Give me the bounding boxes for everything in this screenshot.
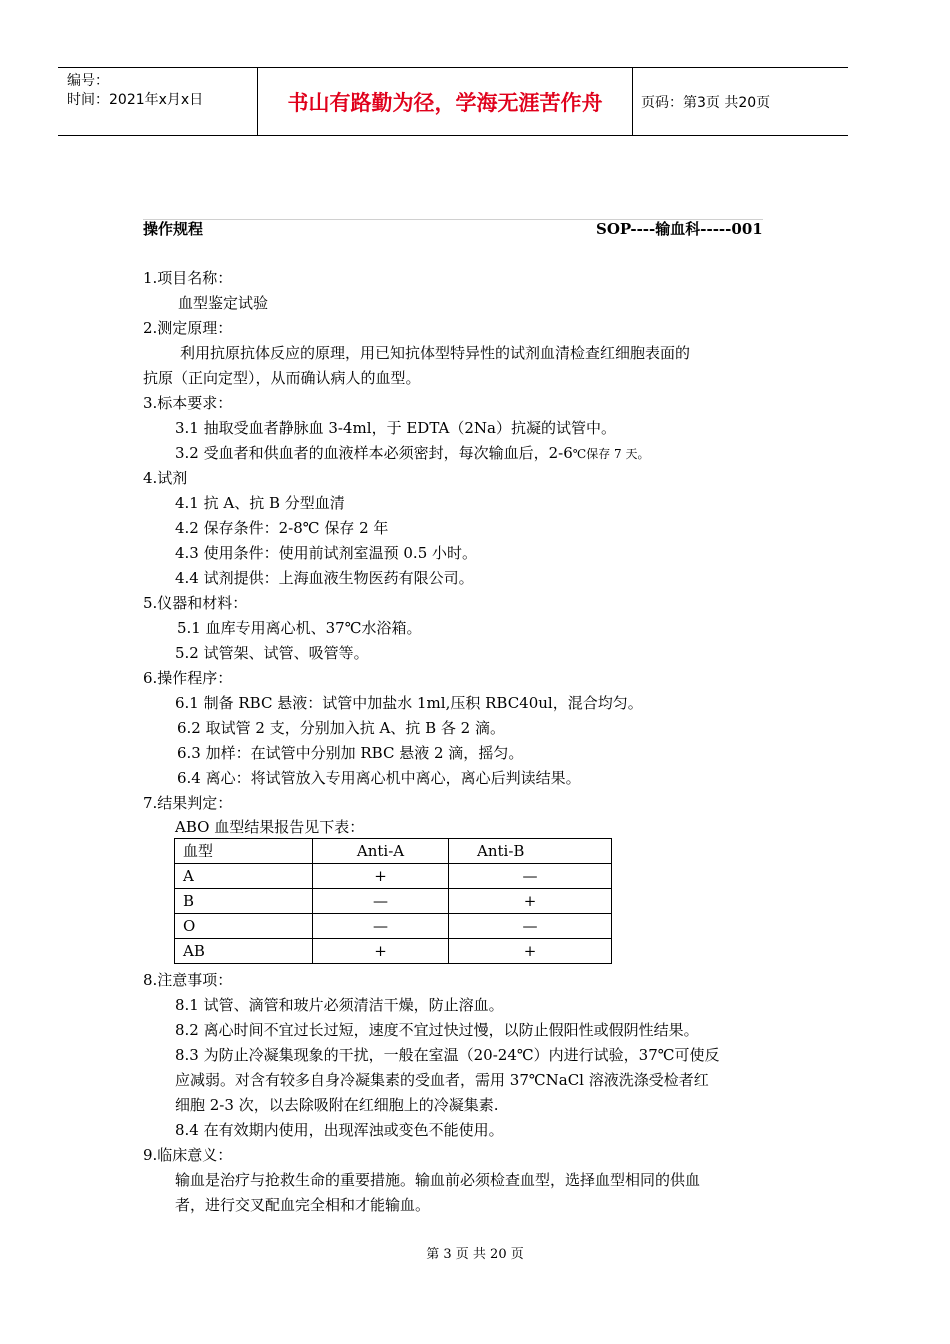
header-number-label: 编号： — [67, 73, 109, 89]
section-3-line-2 — [175, 443, 649, 464]
table-cell: — — [313, 914, 449, 939]
document-title: 操作规程 — [143, 220, 204, 238]
section-6-line: 6.3 加样：在试管中分别加 RBC 悬液 2 滴，摇匀。 — [177, 744, 524, 762]
section-4-line: 4.3 使用条件：使用前试剂室温预 0.5 小时。 — [175, 544, 478, 562]
section-2-line: 抗原（正向定型），从而确认病人的血型。 — [143, 369, 421, 387]
table-cell: + — [449, 889, 612, 914]
table-row — [175, 914, 612, 939]
header-time-label: 时间：2021年x月x日 — [67, 92, 204, 108]
section-8-heading: 8.注意事项： — [143, 971, 233, 989]
header-divider-right — [632, 67, 633, 136]
section-8-line: 应减弱。对含有较多自身冷凝集素的受血者，需用 37℃NaCl 溶液洗涤受检者红 — [175, 1071, 709, 1089]
section-9-line: 者，进行交叉配血完全相和才能输血。 — [175, 1196, 431, 1214]
table-header-cell: Anti-B — [449, 839, 612, 864]
table-cell: + — [313, 939, 449, 964]
section-4-line: 4.1 抗 A、抗 B 分型血清 — [175, 494, 345, 512]
section-6-line: 6.4 离心：将试管放入专用离心机中离心，离心后判读结果。 — [177, 769, 581, 787]
section-2-line: 利用抗原抗体反应的原理，用已知抗体型特异性的试剂血清检查红细胞表面的 — [180, 344, 691, 362]
section-5-heading: 5.仪器和材料： — [143, 594, 248, 612]
table-cell: AB — [175, 939, 313, 964]
page-footer: 第 3 页 共 20 页 — [426, 1247, 524, 1262]
section-9-line: 输血是治疗与抢救生命的重要措施。输血前必须检查血型，选择血型相同的供血 — [175, 1171, 701, 1189]
table-cell: B — [175, 889, 313, 914]
section-1-line: 血型鉴定试验 — [178, 294, 269, 312]
table-cell: — — [449, 914, 612, 939]
table-header-cell: Anti-A — [313, 839, 449, 864]
section-8-line: 8.4 在有效期内使用，出现浑浊或变色不能使用。 — [175, 1121, 504, 1139]
section-2-heading: 2.测定原理： — [143, 319, 233, 337]
table-header-cell: 血型 — [175, 839, 313, 864]
section-3-line: 3.1 抽取受血者静脉血 3-4ml，于 EDTA（2Na）抗凝的试管中。 — [175, 419, 616, 437]
section-8-line: 8.3 为防止冷凝集现象的干扰，一般在室温（20-24℃）内进行试验，37℃可使反 — [175, 1046, 720, 1064]
section-8-line: 8.2 离心时间不宜过长过短，速度不宜过快过慢，以防止假阳性或假阴性结果。 — [175, 1021, 699, 1039]
header-page-info: 页码：第3页 共20页 — [641, 95, 771, 111]
table-header-row — [175, 839, 612, 864]
abo-result-table — [174, 838, 612, 964]
table-cell: O — [175, 914, 313, 939]
table-cell: — — [449, 864, 612, 889]
section-5-line: 5.2 试管架、试管、吸管等。 — [175, 644, 369, 662]
section-7-heading: 7.结果判定： — [143, 794, 233, 812]
section-8-line: 细胞 2-3 次，以去除吸附在红细胞上的冷凝集素. — [175, 1096, 499, 1114]
table-cell: — — [313, 889, 449, 914]
section-6-line: 6.2 取试管 2 支，分别加入抗 A、抗 B 各 2 滴。 — [177, 719, 505, 737]
section-9-heading: 9.临床意义： — [143, 1146, 233, 1164]
section-4-line: 4.4 试剂提供：上海血液生物医药有限公司。 — [175, 569, 474, 587]
table-cell: + — [449, 939, 612, 964]
header-slogan: 书山有路勤为径，学海无涯苦作舟 — [287, 91, 603, 115]
section-3-heading: 3.标本要求： — [143, 394, 233, 412]
section-8-line: 8.1 试管、滴管和玻片必须清洁干燥，防止溶血。 — [175, 996, 504, 1014]
table-row — [175, 889, 612, 914]
section-6-heading: 6.操作程序： — [143, 669, 233, 687]
section-4-line: 4.2 保存条件：2-8℃ 保存 2 年 — [175, 519, 389, 537]
section-7-line: ABO 血型结果报告见下表： — [175, 818, 365, 836]
document-code: SOP----输血科-----001 — [596, 220, 763, 238]
header-top-rule — [58, 67, 848, 68]
table-cell: A — [175, 864, 313, 889]
table-row — [175, 864, 612, 889]
table-cell: + — [313, 864, 449, 889]
table-row — [175, 939, 612, 964]
section-3-line-2-main: 3.2 受血者和供血者的血液样本必须密封，每次输血后，2-6 — [175, 444, 573, 462]
section-5-line: 5.1 血库专用离心机、37℃水浴箱。 — [177, 619, 422, 637]
section-4-heading: 4.试剂 — [143, 469, 188, 487]
section-1-heading: 1.项目名称： — [143, 269, 233, 287]
section-3-line-2-small: ℃保存 7 天。 — [572, 447, 650, 461]
section-6-line: 6.1 制备 RBC 悬液：试管中加盐水 1ml,压积 RBC40ul，混合均匀。 — [175, 694, 643, 712]
header-bottom-rule — [58, 135, 848, 136]
